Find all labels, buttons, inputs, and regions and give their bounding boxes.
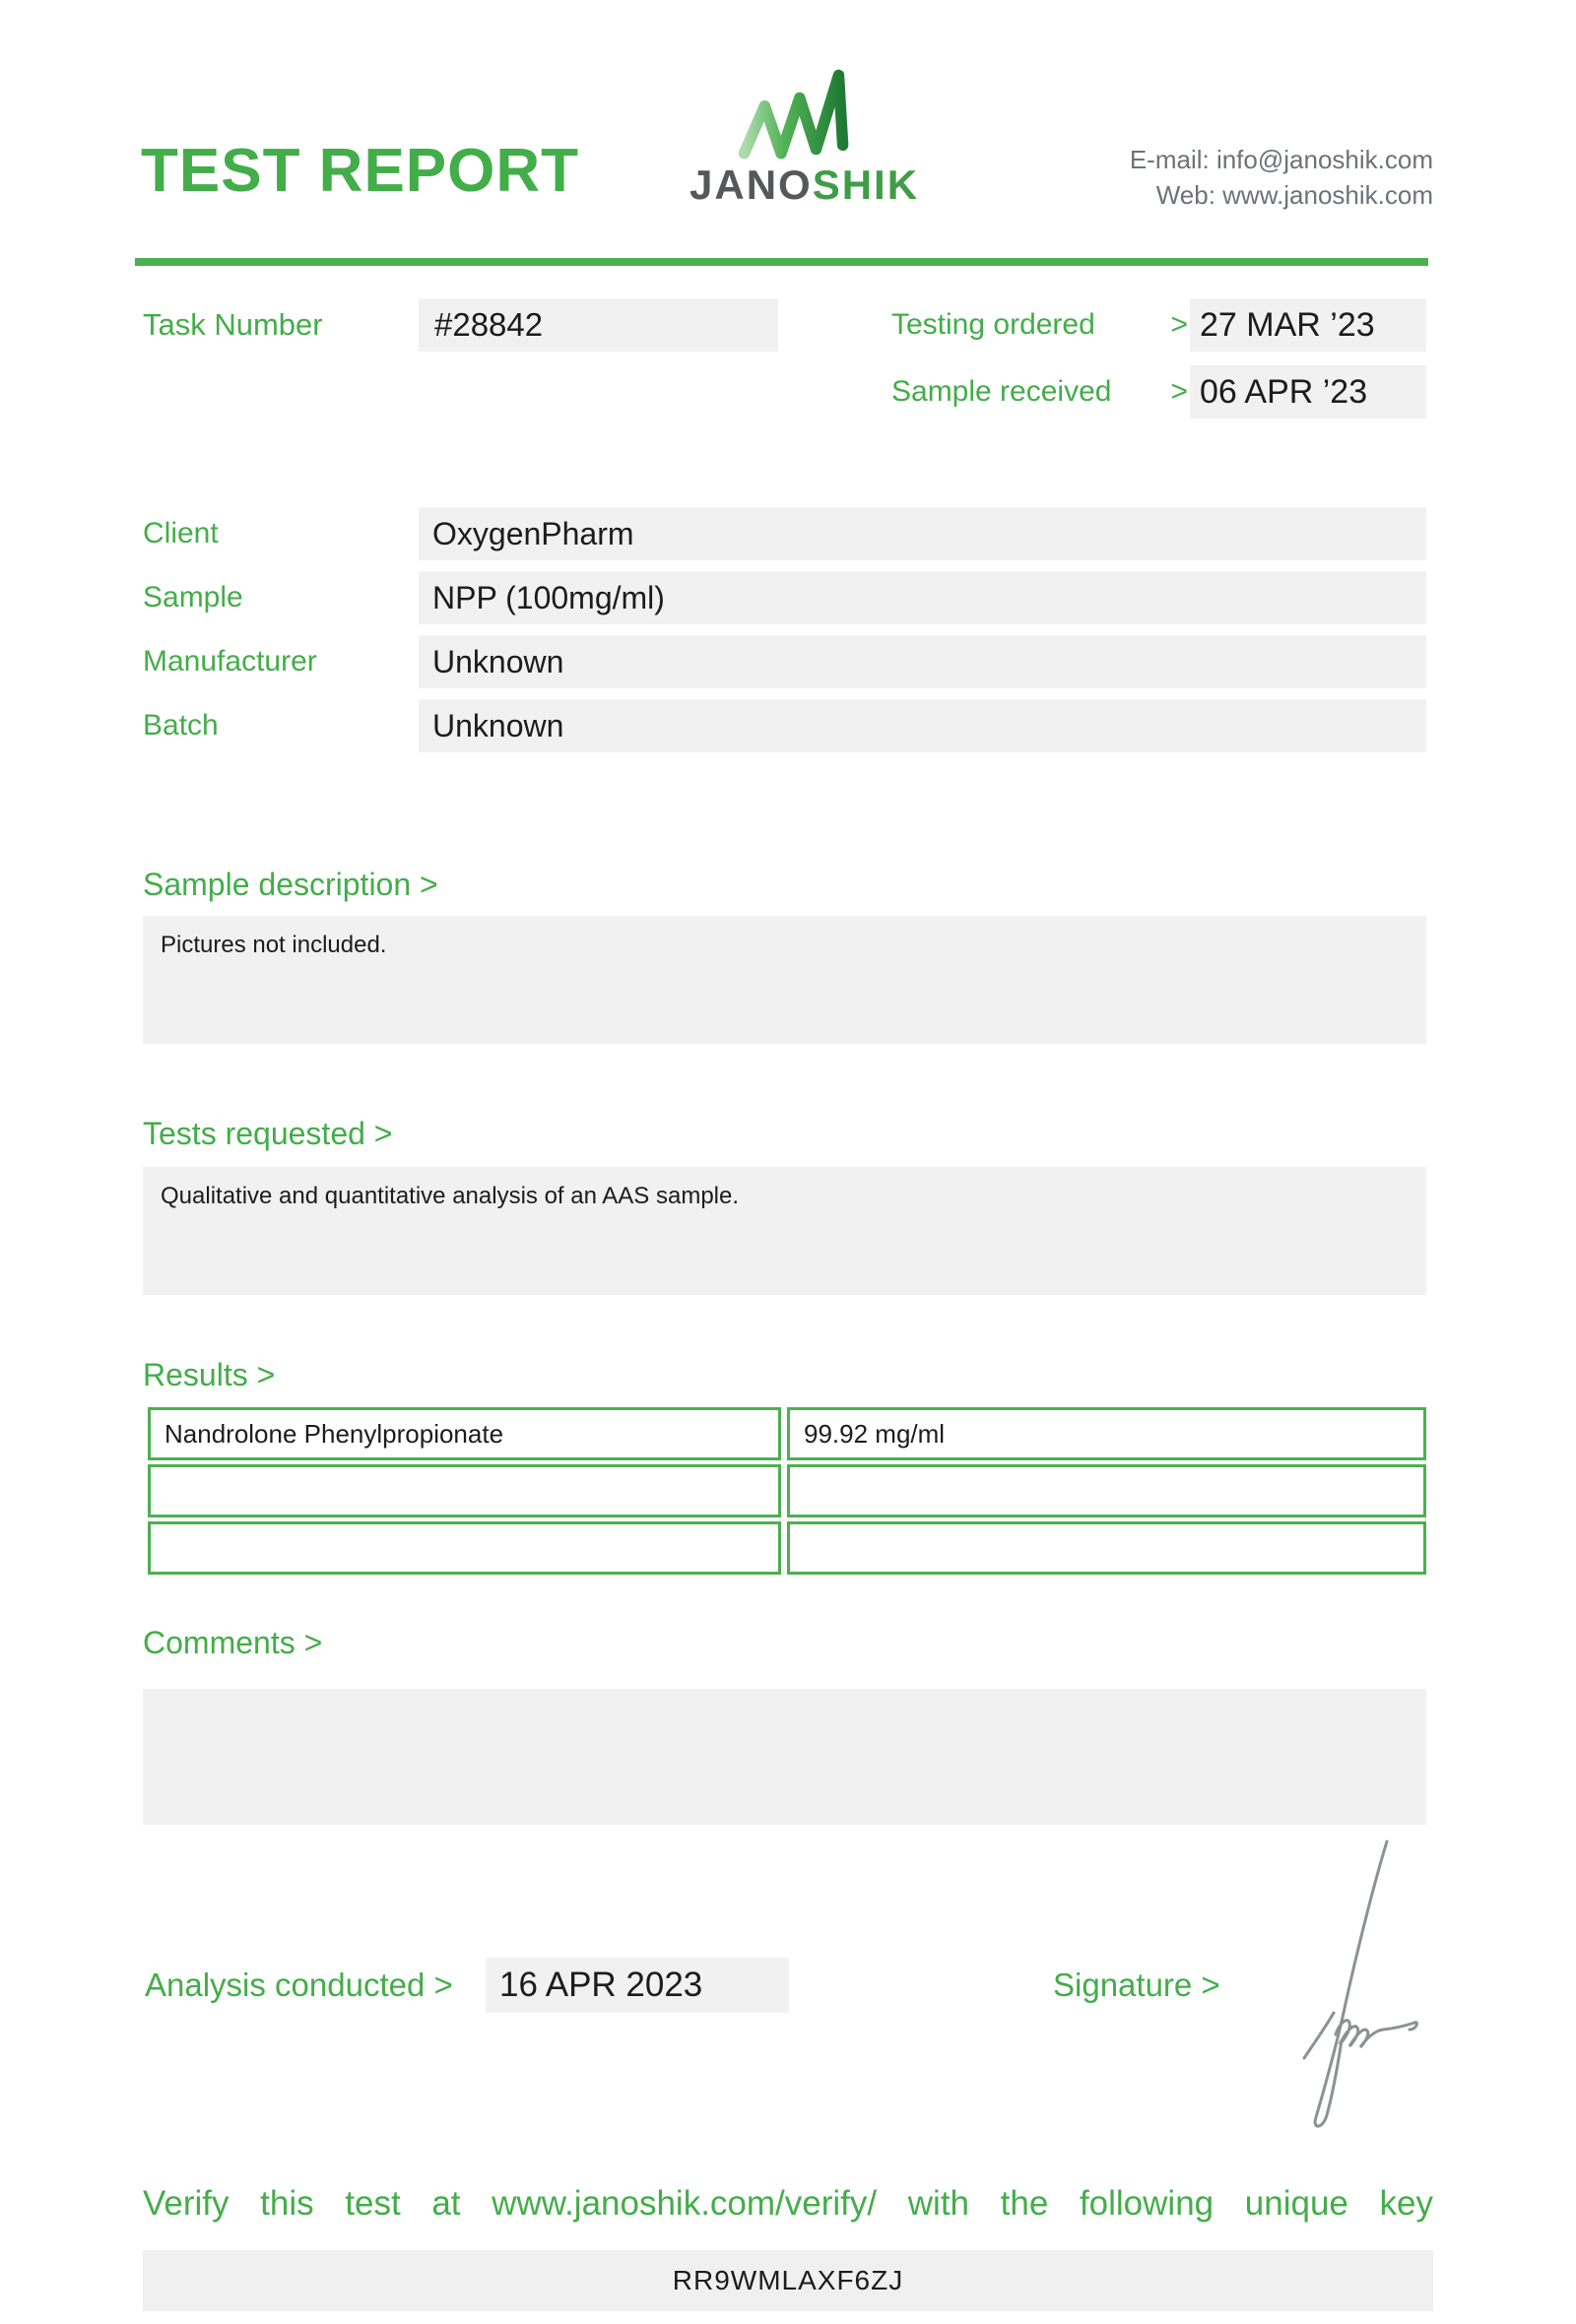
sample-label: Sample [143,581,243,613]
testing-ordered-date: 27 MAR ’23 [1190,298,1426,352]
logo-wordmark [690,161,920,209]
table-row [148,1407,1426,1460]
sample-description-box [143,916,1426,1044]
sample-description-text: Pictures not included. [161,932,387,958]
contact-email: E-mail: info@janoshik.com [1129,145,1433,174]
analysis-date-value: 16 APR 2023 [486,1958,789,2013]
verify-key: RR9WMLAXF6ZJ [143,2250,1433,2311]
result-analyte-cell [148,1464,781,1517]
table-row [148,1464,1426,1517]
sample-received-row [891,365,1188,419]
comments-title: Comments > [143,1625,323,1660]
result-value-cell [787,1464,1426,1517]
batch-label: Batch [143,709,219,742]
testing-ordered-row [891,298,1188,352]
page-title: TEST REPORT [141,137,580,205]
manufacturer-value: Unknown [419,635,1426,688]
result-analyte-cell: Nandrolone Phenylpropionate [148,1407,781,1460]
contact-web: Web: www.janoshik.com [1155,180,1433,210]
client-value: OxygenPharm [419,507,1426,560]
logo-text-jano: JANO [690,161,813,208]
task-number-label: Task Number [143,307,323,342]
tests-requested-text: Qualitative and quantitative analysis of an AAS sample. [161,1183,740,1209]
results-title: Results > [143,1357,276,1392]
logo-text-shik: SHIK [812,161,920,208]
chevron-right-icon: > [1170,375,1188,408]
batch-value: Unknown [419,699,1426,752]
sample-value: NPP (100mg/ml) [419,571,1426,624]
analysis-conducted-label: Analysis conducted > [145,1967,453,2003]
verify-instruction: Verify this test at www.janoshik.com/verify/ with the following unique key [143,2184,1433,2223]
task-number-value: #28842 [419,298,778,352]
contact-block [1130,142,1433,213]
tests-requested-box [143,1167,1426,1295]
comments-box [143,1689,1426,1825]
janoshik-logo [690,65,920,209]
sample-received-date: 06 APR ’23 [1190,365,1426,419]
result-value-cell [787,1521,1426,1575]
header-divider [135,258,1428,266]
table-row [148,1521,1426,1575]
sample-received-label: Sample received [891,375,1112,408]
manufacturer-label: Manufacturer [143,645,317,678]
results-table [148,1407,1426,1575]
result-analyte-cell [148,1521,781,1575]
signature-label: Signature > [1053,1967,1220,2003]
client-label: Client [143,517,219,549]
chevron-right-icon: > [1170,308,1188,341]
result-value-cell: 99.92 mg/ml [787,1407,1426,1460]
testing-ordered-label: Testing ordered [891,308,1095,341]
tests-requested-title: Tests requested > [143,1116,393,1151]
signature-image [1261,1830,1448,2135]
growth-chart-icon [714,65,872,160]
sample-description-title: Sample description > [143,867,438,902]
